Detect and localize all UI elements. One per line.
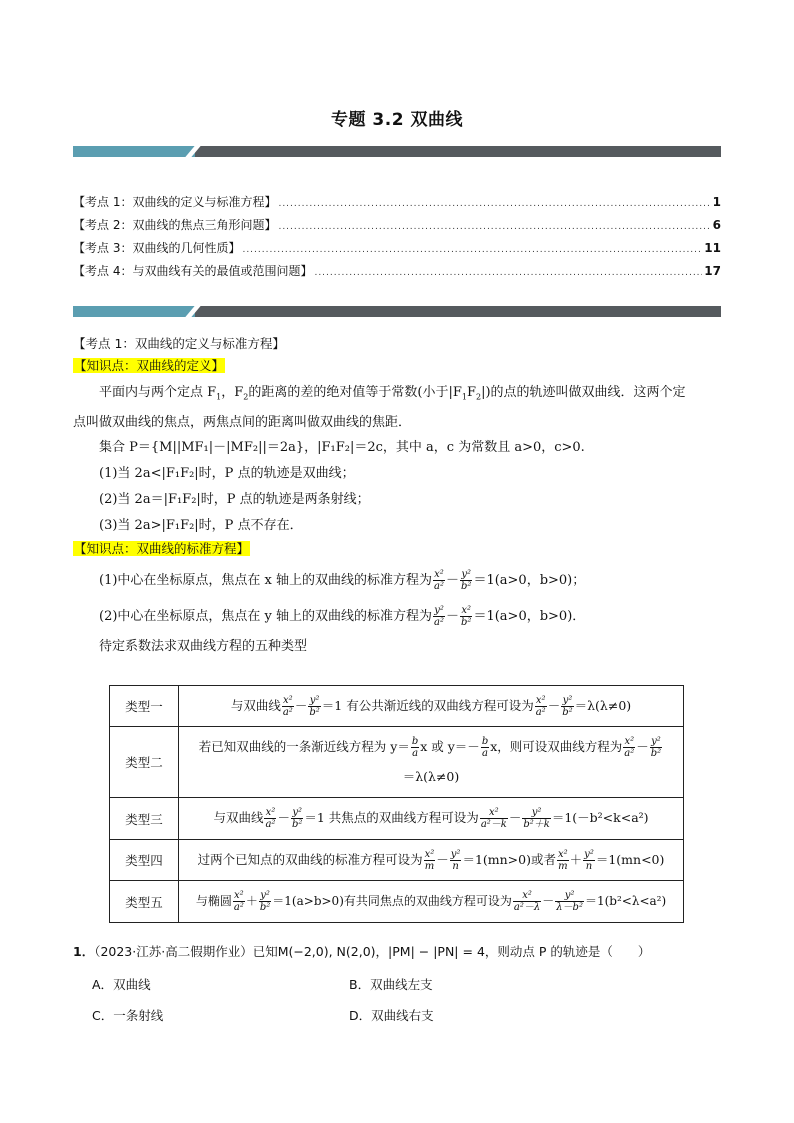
option-c[interactable]: C．一条射线: [92, 1008, 164, 1023]
definition-paragraph-line2: 点叫做双曲线的焦点，两焦点间的距离叫做双曲线的焦距．: [73, 414, 412, 430]
toc-entry-3[interactable]: 【考点 3：双曲线的几何性质】 ..... 11: [73, 239, 721, 262]
case-2: (2)当 2a＝|F₁F₂|时，P 点的轨迹是两条射线；: [99, 491, 370, 507]
option-d[interactable]: D．双曲线右支: [349, 1008, 434, 1023]
section-content: [73, 334, 733, 659]
type-description: 若已知双曲线的一条渐近线方程为 y＝ $\frac{b}{a}$ x 或 y＝－ $\frac{b}{a}$ x，则可设双曲线方程为 $\frac{\text{x²}}{\text{a²}}$ － $\frac{\text{y²}}{\text{b²}}$ ＝λ(λ≠0): [179, 727, 684, 798]
table-row: [110, 686, 684, 727]
page-title: 专题 3.2 双曲线: [331, 110, 463, 130]
standard-equation-x: (1)中心在坐标原点，焦点在 x 轴上的双曲线的标准方程为 $\frac{\text{x²}}{\text{a²}}$ － $\frac{\text{y²}}{\text{b²}}$ ＝1(a>0，b>0)；: [99, 568, 586, 592]
knowledge-point-definition: 【知识点：双曲线的定义】: [74, 358, 225, 373]
type-description: 过两个已知点的双曲线的标准方程可设为 $\frac{\text{x²}}{m}$ － $\frac{\text{y²}}{n}$ ＝1(mn>0)或者 $\frac{\text{x²}}{m}$ ＋ $\frac{\text{y²}}{n}$ ＝1(mn<0): [179, 840, 684, 881]
definition-paragraph: 平面内与两个定点 $F_1$，$F_2$的距离的差的绝对值等于常数(小于$|F_1F_2|$)的点的轨迹叫做双曲线．这两个定: [99, 385, 686, 402]
table-row: [110, 727, 684, 798]
option-a[interactable]: A．双曲线: [92, 977, 151, 992]
table-row: [110, 881, 684, 923]
table-row: [110, 798, 684, 840]
type-description: 与双曲线 $\frac{\text{x²}}{\text{a²}}$ － $\frac{\text{y²}}{\text{b²}}$ ＝1 有公共渐近线的双曲线方程可设为 $\frac{\text{x²}}{\text{a²}}$ － $\frac{\text{y²}}{\text{b²}}$ ＝λ(λ≠0): [179, 686, 684, 727]
type-name: 类型三: [110, 798, 179, 840]
type-name: 类型二: [110, 727, 179, 798]
option-b[interactable]: B．双曲线左支: [349, 977, 433, 992]
question-source: （2023·江苏·高二假期作业）: [94, 944, 253, 959]
question-1: [73, 942, 733, 960]
case-3: (3)当 2a>|F₁F₂|时，P 点不存在．: [99, 517, 303, 533]
question-text: 已知M(−2,0), N(2,0)，|PM| − |PN| = 4，则动点 P 的轨迹是（ ）: [252, 944, 651, 959]
type-description: 与双曲线 $\frac{\text{x²}}{\text{a²}}$ － $\frac{\text{y²}}{\text{b²}}$ ＝1 共焦点的双曲线方程可设为 $\frac{\text{x²}}{\text{a²－k}}$ － $\frac{\text{y²}}{\text{b²＋k}}$ ＝1(－b²<k<a²): [179, 798, 684, 840]
type-description: 与椭圆 $\frac{\text{x²}}{\text{a²}}$ ＋ $\frac{\text{y²}}{\text{b²}}$ ＝1(a>b>0)有共同焦点的双曲线方程可设为 $\frac{\text{x²}}{\text{a²－λ}}$ － $\frac{\text{y²}}{\text{λ－b²}}$ ＝1(b²<λ<a²): [179, 881, 684, 923]
equation-types-table: [109, 685, 684, 923]
five-types-heading: 待定系数法求双曲线方程的五种类型: [99, 638, 308, 654]
table-row: [110, 840, 684, 881]
case-1: (1)当 2a<|F₁F₂|时，P 点的轨迹是双曲线；: [99, 465, 355, 481]
toc-entry-1[interactable]: 【考点 1：双曲线的定义与标准方程】 ..... 1: [73, 193, 721, 216]
table-of-contents: [73, 193, 721, 285]
knowledge-point-standard-equation: 【知识点：双曲线的标准方程】: [74, 540, 250, 556]
toc-entry-4[interactable]: 【考点 4：与双曲线有关的最值或范围问题】 ..... 17: [73, 262, 721, 285]
header-band-top: [73, 146, 721, 157]
toc-entry-2[interactable]: 【考点 2：双曲线的焦点三角形问题】 ..... 6: [73, 216, 721, 239]
header-band-bottom: [73, 306, 721, 317]
section-heading: 【考点 1：双曲线的定义与标准方程】: [73, 336, 285, 351]
type-name: 类型五: [110, 881, 179, 923]
type-name: 类型四: [110, 840, 179, 881]
set-definition: 集合 P＝{M||MF₁|－|MF₂||＝2a}，|F₁F₂|＝2c，其中 a，c 为常数且 a>0，c>0.: [99, 439, 585, 455]
standard-equation-y: (2)中心在坐标原点，焦点在 y 轴上的双曲线的标准方程为 $\frac{\text{y²}}{\text{a²}}$ － $\frac{\text{x²}}{\text{b²}}$ ＝1(a>0，b>0)．: [99, 604, 586, 628]
question-number: 1．: [73, 944, 95, 959]
type-name: 类型一: [110, 686, 179, 727]
